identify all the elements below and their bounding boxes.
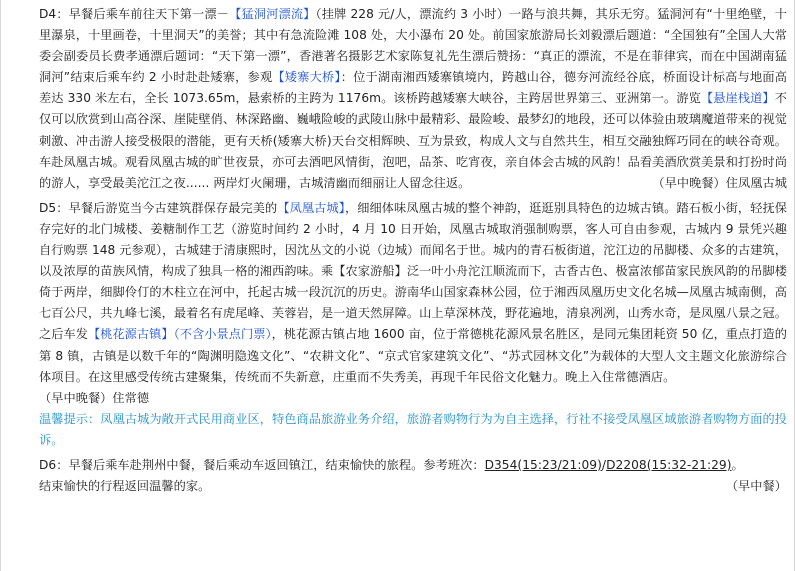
- day4-text-2: （挂牌 228 元/人，漂流约 3 小时）一路与浪共舞，其乐无穷。猛洞河有“十里绝壁，十里瀑泉，十里画卷，十里洞天”的美誉；其中有急流险滩 108 处，大小瀑布 20 处。前国家旅游局长刘毅漂后题道：“全国独有”全国人大常委会副委员长费孝通漂后题词：“天下第一漂”，香港著名摄影艺术家陈复礼先生漂后赞扬：“真正的漂流，不是在菲律宾，而在中国湖南猛洞河”结束后乘车约 2 小时赴赴矮寨，参观: [39, 7, 787, 85]
- day6-text-1: D6：早餐后乘车赴荆州中餐，餐后乘动车返回镇江，结束愉快的旅程。参考班次：: [39, 457, 485, 472]
- day6-meal-info: （早中餐）: [725, 479, 787, 494]
- day6-line-2: [39, 476, 787, 497]
- day5-keyword-taohuayuan: 【桃花源古镇】（不含小景点门票）: [87, 327, 272, 342]
- train-separator: /: [601, 457, 607, 472]
- day5-text-1: D5：早餐后游览当今古建筑群保存最完美的: [39, 200, 278, 215]
- day6-end-mark: 。: [731, 457, 744, 472]
- day4-text-1: D4：早餐后乘车前往天下第一漂－: [39, 7, 230, 21]
- day4-text-4: 不仅可以欣赏到山高谷深、崖陡壁俏、林深路幽、巍峨险峻的武陵山脉中最精彩、最险峻、最梦幻的地段，还可以体验由玻璃魔道带来的视觉刺激、冲击游人接受极限的潜能，更有天桥(矮寨大桥)天台交相辉映、互为景致，构成人文与自然共生，相互交融独辉巧同在的峡谷奇观。车赴凤凰古城。观看凤凰古城的旷世夜景，亦可去酒吧风情街，泡吧，品茶、吃宵夜，亲自体会古城的风韵！品看美酒欣赏美景和打扮时尚的游人，享受最美沱江之夜...... 两岸灯火阑珊，古城清幽而细丽让人留念往返。: [39, 91, 787, 190]
- day4-paragraph: [39, 4, 787, 194]
- day6-text-2: 结束愉快的行程返回温馨的家。: [39, 479, 211, 494]
- day5-text-3: ，桃花源古镇占地 1600 亩，位于常德桃花源风景名胜区，是同元集团耗资 50 亿，重点打造的第 8 镇，古镇是以数千年的“陶渊明隐逸文化”、“农耕文化”、“京式官家建筑文化”、“苏式园林文化”为载体的大型人文主题文化旅游综合体项目。在这里感受传统古建聚集，传统而不失新意，庄重而不失秀美，再现千年民俗文化魅力。晚上入住常德酒店。: [39, 327, 787, 384]
- day4-keyword-rafting: 【猛洞河漂流】: [229, 7, 316, 21]
- day5-text-2: ，细细体味凤凰古城的整个神韵，逛逛别具特色的边城古镇。踏石板小街，轻抚保存完好的北门城楼、姜糖制作工艺（游览时间约 2 小时，4 月 10 日开始，凤凰古城取消强制购票，客人可自由参观，古城内 9 景凭兴趣自行购票 148 元参观），古城建于清康熙时，因沈丛文的小说（边城）而闻名于世。城内的青石板街道，沱江边的吊脚楼、众多的古建筑，以及浓厚的苗族风情，构成了独具一格的湘西韵味。乘【农家游船】泛一叶小舟沱江顺流而下，古香古色、极富浓郁苗家民族风韵的吊脚楼倚于两岸，细脚伶仃的木柱立在河中，托起古城一段沉沉的历史。游南华山国家森林公园，位于湘西凤凰历史文化名城—凤凰古城南侧，高七百公尺，共九峰七溪，最着名有虎尾峰、芙蓉岩，是一道天然屏障。山上草深林茂，野花遍地，清泉冽冽，山秀水奇，是凤凰八景之冠。之后车发: [39, 200, 787, 342]
- day4-keyword-cliff-path: 【悬崖栈道】: [700, 91, 775, 106]
- day6-paragraph: [39, 455, 787, 476]
- reminder-note: 温馨提示：凤凰古城为敞开式民用商业区，特色商品旅游业务介绍，旅游者购物行为为自主选择，行社不接受凤凰区域旅游者购物方面的投诉。: [39, 411, 787, 447]
- train-number-1: D354(15:23/21:09): [484, 457, 602, 472]
- day4-keyword-bridge: 【矮寨大桥】: [272, 70, 341, 85]
- day4-meal-info: （早中晚餐）住凤凰古城: [652, 175, 787, 190]
- day5-paragraph: [39, 198, 787, 388]
- itinerary-content: [39, 4, 787, 497]
- day5-meal-info: （早中晚餐）住常德: [39, 390, 150, 405]
- day4-text-3: ：位于湖南湘西矮寨镇境内，跨越山谷，德夯河流经谷底，桥面设计标高与地面高差达 330 米左右，全长 1073.65m，悬索桥的主跨为 1176m。该桥跨越矮寨大峡谷，主跨居世界第三、亚洲第一。游览: [39, 70, 788, 106]
- train-number-2: D2208(15:32-21:29): [606, 457, 732, 472]
- day5-keyword-fenghuang: 【凤凰古城】: [277, 200, 345, 215]
